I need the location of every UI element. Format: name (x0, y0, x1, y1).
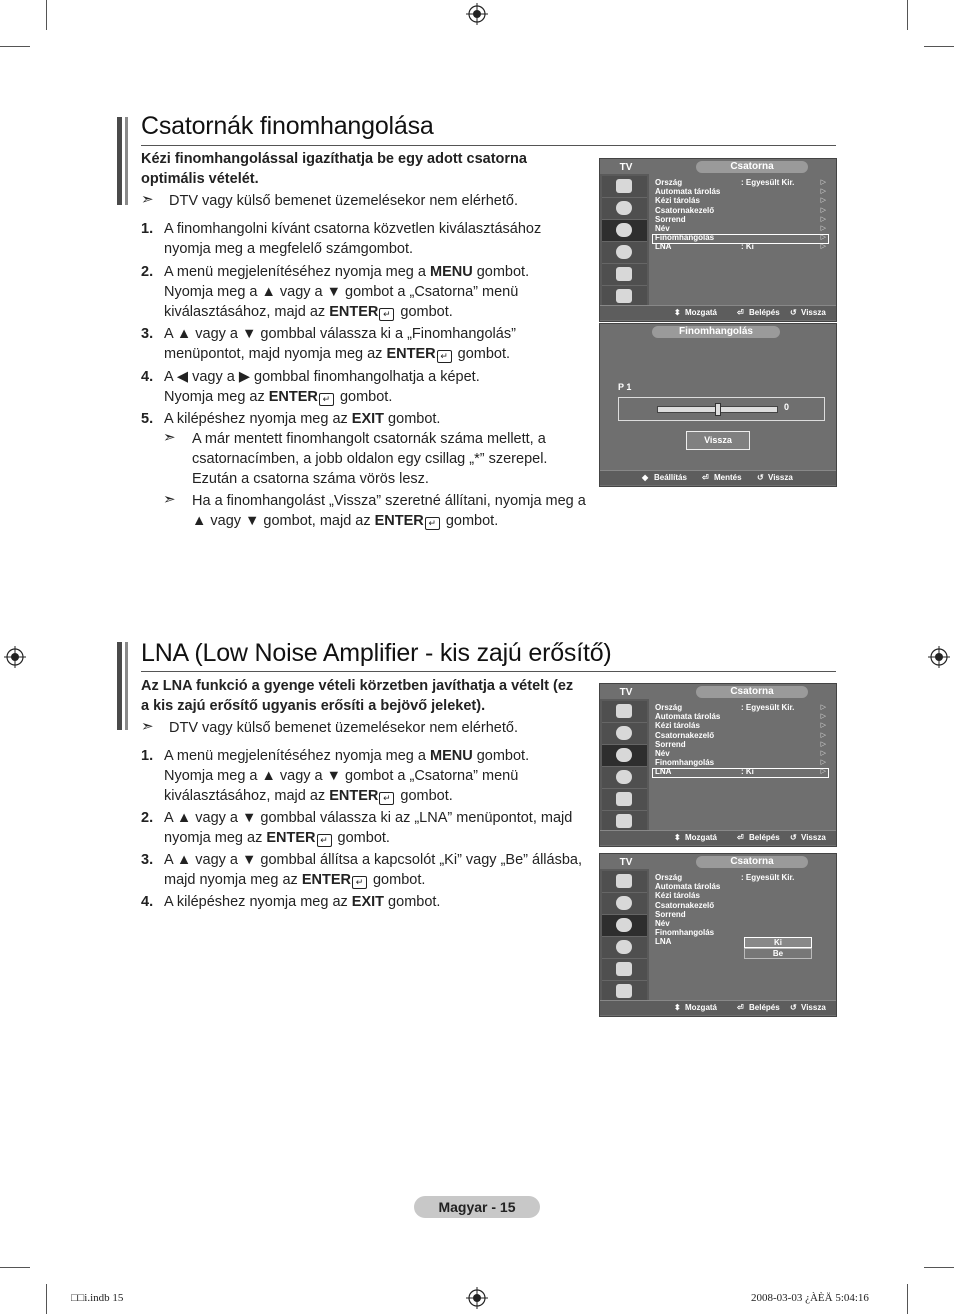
subnote-text: Ezután a csatorna száma vörös lesz. (192, 471, 429, 487)
submenu-arrow-icon: ▷ (820, 704, 826, 711)
section-rule (141, 145, 836, 146)
submenu-arrow-icon: ▷ (820, 722, 826, 730)
submenu-arrow-icon: ▷ (820, 179, 826, 186)
note-arrow-icon: ➣ (141, 718, 154, 735)
step-text: menüpontot, majd nyomja meg az ENTER ↵ gombot. (164, 346, 511, 362)
menu-item[interactable]: Csatornakezelő (655, 205, 715, 215)
menu-item[interactable]: Sorrend (655, 214, 686, 224)
registration-mark-top (466, 3, 488, 25)
input-icon[interactable] (602, 789, 647, 811)
menu-item[interactable]: Sorrend (655, 739, 686, 749)
step-number: 2. (141, 810, 154, 826)
step-text: A menü megjelenítéséhez nyomja meg a MENU gombot. (164, 263, 530, 280)
submenu-arrow-icon: ▷ (820, 234, 826, 242)
key-name: EXIT (351, 411, 385, 427)
enter-key-icon: ↵ (437, 350, 452, 363)
note-arrow-icon: ➣ (163, 491, 176, 508)
step-number: 1. (141, 221, 154, 237)
enter-key-icon: ↵ (379, 792, 394, 805)
footer-enter: Belépés (749, 308, 780, 317)
step-text: A kilépéshez nyomja meg az EXIT gombot. (164, 894, 441, 910)
tv-label: TV (619, 162, 633, 173)
menu-footer (600, 830, 836, 845)
channel-icon[interactable] (602, 745, 647, 767)
input-icon[interactable] (602, 959, 647, 981)
registration-mark-left (4, 646, 26, 668)
footer-back: Vissza (801, 308, 826, 317)
step-number: 5. (141, 411, 154, 427)
menu-sidebar (600, 699, 649, 832)
sound-icon[interactable] (602, 198, 647, 220)
setup-icon[interactable] (602, 767, 647, 789)
step-number: 4. (141, 368, 154, 385)
key-name: MENU (429, 748, 473, 764)
menu-item[interactable]: Ország (655, 178, 683, 187)
footer-enter: Belépés (749, 1003, 780, 1012)
menu-item[interactable]: LNA (655, 242, 672, 252)
menu-item[interactable]: Finomhangolás (655, 233, 715, 243)
print-slug-left: □□i.indb 15 (71, 1292, 124, 1304)
enter-icon: ⏎ (702, 473, 709, 482)
registration-mark-right (928, 646, 950, 668)
menu-item[interactable]: Automata tárolás (655, 882, 721, 892)
sound-icon[interactable] (602, 723, 647, 745)
channel-icon[interactable] (602, 220, 647, 242)
subnote-text: csatornacímben, a jobb oldalon egy csillag „*” szerepel. (192, 451, 548, 467)
section-marker (117, 642, 122, 730)
left-right-icon: ◆ (642, 473, 649, 482)
subnote-text: Ha a finomhangolást „Vissza” szeretné állítani, nyomja meg a (192, 493, 586, 509)
menu-item[interactable]: Kézi tárolás (655, 891, 700, 901)
submenu-arrow-icon: ▷ (820, 731, 826, 739)
note-arrow-icon: ➣ (141, 191, 154, 208)
return-icon: ↺ (790, 1003, 797, 1012)
section-title: LNA (Low Noise Amplifier - kis zajú erősítő) (141, 639, 612, 667)
step-text: A finomhangolni kívánt csatorna közvetlen kiválasztásához (164, 221, 542, 237)
tv-menu-lna-options (599, 853, 837, 1017)
menu-item[interactable]: Sorrend (655, 909, 686, 919)
submenu-arrow-icon: ▷ (820, 740, 826, 748)
key-name: ENTER (301, 872, 351, 888)
key-name: MENU (429, 263, 473, 280)
menu-item-value: : Egyesült Kir. (741, 178, 795, 187)
menu-title: Finomhangolás (652, 326, 780, 338)
note-text: DTV vagy külső bemenet üzemelésekor nem elérhető. (169, 720, 518, 736)
menu-item[interactable]: Kézi tárolás (655, 196, 700, 206)
step-number: 3. (141, 852, 154, 868)
submenu-arrow-icon: ▷ (820, 225, 826, 232)
key-name: EXIT (351, 894, 385, 910)
menu-item-value: : Ki (741, 242, 754, 252)
section-title: Csatornák finomhangolása (141, 112, 434, 140)
subnote-text: ▲ vagy ▼ gombot, majd az ENTER ↵ gombot. (192, 513, 499, 529)
submenu-arrow-icon: ▷ (820, 713, 826, 721)
enter-icon: ⏎ (737, 833, 744, 842)
enter-key-icon: ↵ (352, 876, 367, 889)
menu-item[interactable]: Csatornakezelő (655, 730, 715, 740)
step-text: A menü megjelenítéséhez nyomja meg a MENU gombot. (164, 748, 530, 764)
lead-text: Kézi finomhangolással igazíthatja be egy adott csatorna (141, 151, 527, 167)
submenu-arrow-icon: ▷ (820, 768, 826, 776)
enter-key-icon: ↵ (379, 308, 394, 321)
lna-option-ki[interactable]: Ki (744, 937, 812, 948)
step-text: kiválasztásához, majd az ENTER ↵ gombot. (164, 303, 453, 320)
menu-sidebar (600, 869, 649, 1002)
enter-key-icon: ↵ (317, 834, 332, 847)
move-icon: ⬍ (674, 1003, 681, 1012)
footer-move: Mozgatá (685, 833, 717, 842)
step-text: A ◀ vagy a ▶ gombbal finomhangolhatja a képet. (164, 368, 480, 385)
menu-item[interactable]: LNA (655, 937, 672, 947)
footer-move: Mozgatá (685, 308, 717, 317)
menu-item-value: : Egyesült Kir. (741, 873, 795, 882)
menu-item[interactable]: Finomhangolás (655, 758, 715, 768)
section-marker (125, 117, 128, 205)
menu-item[interactable]: Név (655, 224, 670, 233)
key-name: ENTER (268, 388, 318, 405)
menu-item[interactable]: Név (655, 919, 670, 928)
sound-icon[interactable] (602, 893, 647, 915)
step-number: 4. (141, 894, 154, 910)
menu-item-value: : Ki (741, 767, 754, 777)
note-text: DTV vagy külső bemenet üzemelésekor nem elérhető. (169, 193, 518, 209)
registration-mark-bottom (466, 1287, 488, 1309)
key-name: ENTER (374, 513, 424, 529)
menu-item[interactable]: Ország (655, 873, 683, 882)
enter-icon: ⏎ (737, 1003, 744, 1012)
submenu-arrow-icon: ▷ (820, 206, 826, 214)
reset-button[interactable]: Vissza (686, 431, 750, 450)
menu-sidebar (600, 174, 649, 307)
picture-icon[interactable] (602, 176, 647, 198)
section-marker (117, 117, 122, 205)
lna-option-be[interactable]: Be (744, 948, 812, 959)
step-number: 3. (141, 326, 154, 342)
setup-icon[interactable] (602, 937, 647, 959)
menu-item[interactable]: Név (655, 749, 670, 758)
menu-title: Csatorna (696, 686, 808, 698)
input-icon[interactable] (602, 264, 647, 286)
key-name: ENTER (329, 303, 379, 320)
key-name: ENTER (386, 346, 436, 362)
section-rule (141, 671, 836, 672)
menu-item[interactable]: LNA (655, 767, 672, 777)
menu-title: Csatorna (696, 856, 808, 868)
lead-text: optimális vételét. (141, 171, 259, 187)
submenu-arrow-icon: ▷ (820, 215, 826, 223)
lead-text: Az LNA funkció a gyenge vételi körzetben javíthatja a vételt (ez (141, 678, 574, 694)
step-text: A ▲ vagy a ▼ gombbal állítsa a kapcsolót „Ki” vagy „Be” állásba, (164, 852, 582, 868)
return-icon: ↺ (790, 308, 797, 317)
submenu-arrow-icon: ▷ (820, 197, 826, 205)
submenu-arrow-icon: ▷ (820, 188, 826, 196)
channel-number: P 1 (618, 382, 632, 392)
return-icon: ↺ (790, 833, 797, 842)
enter-key-icon: ↵ (425, 517, 440, 530)
menu-item[interactable]: Automata tárolás (655, 187, 721, 197)
note-arrow-icon: ➣ (163, 429, 176, 446)
step-text: nyomja meg az ENTER ↵ gombot. (164, 830, 390, 846)
step-number: 2. (141, 263, 154, 280)
menu-footer (600, 470, 836, 485)
step-text: nyomja meg a megfelelő számgombot. (164, 241, 414, 257)
lead-text: a kis zajú erősítő ugyanis erősíti a bejövő jeleket). (141, 698, 486, 714)
menu-item[interactable]: Automata tárolás (655, 712, 721, 722)
footer-move: Mozgatá (685, 1003, 717, 1012)
tv-menu-channel-lna (599, 683, 837, 847)
footer-back: Vissza (768, 473, 793, 482)
menu-item[interactable]: Finomhangolás (655, 928, 715, 938)
enter-key-icon: ↵ (319, 393, 334, 406)
key-name: ENTER (329, 788, 379, 804)
subnote-text: A már mentett finomhangolt csatornák száma mellett, a (192, 431, 546, 447)
channel-icon[interactable] (602, 915, 647, 937)
menu-footer (600, 1000, 836, 1015)
footer-back: Vissza (801, 1003, 826, 1012)
setup-icon[interactable] (602, 242, 647, 264)
section-marker (125, 642, 128, 730)
move-icon: ⬍ (674, 308, 681, 317)
move-icon: ⬍ (674, 833, 681, 842)
submenu-arrow-icon: ▷ (820, 759, 826, 767)
finetune-value: 0 (784, 402, 790, 412)
return-icon: ↺ (757, 473, 764, 482)
menu-title: Csatorna (696, 161, 808, 173)
tv-label: TV (619, 857, 633, 868)
finetune-slider-knob[interactable] (715, 403, 721, 416)
step-text: kiválasztásához, majd az ENTER ↵ gombot. (164, 788, 453, 804)
footer-enter: Belépés (749, 833, 780, 842)
step-text: Nyomja meg a ▲ vagy a ▼ gombot a „Csatorna” menü (164, 768, 519, 784)
picture-icon[interactable] (602, 871, 647, 893)
menu-footer (600, 305, 836, 320)
menu-item[interactable]: Csatornakezelő (655, 900, 715, 910)
step-text: majd nyomja meg az ENTER ↵ gombot. (164, 872, 426, 888)
step-text: A ▲ vagy a ▼ gombbal válassza ki az „LNA” menüpontot, majd (164, 810, 573, 826)
menu-item[interactable]: Ország (655, 703, 683, 712)
step-text: Nyomja meg a ▲ vagy a ▼ gombot a „Csatorna” menü (164, 283, 519, 300)
tv-label: TV (619, 687, 633, 698)
enter-icon: ⏎ (737, 308, 744, 317)
tv-menu-channel (599, 158, 837, 322)
print-slug-right: 2008-03-03 ¿ÀÈÄ 5:04:16 (751, 1292, 869, 1304)
tv-menu-finetune (599, 323, 837, 487)
footer-back: Vissza (801, 833, 826, 842)
submenu-arrow-icon: ▷ (820, 243, 826, 251)
menu-item[interactable]: Kézi tárolás (655, 721, 700, 731)
step-number: 1. (141, 748, 154, 764)
step-text: Nyomja meg az ENTER ↵ gombot. (164, 388, 393, 405)
submenu-arrow-icon: ▷ (820, 750, 826, 757)
page-number: Magyar - 15 (414, 1196, 540, 1218)
key-name: ENTER (266, 830, 316, 846)
footer-save: Mentés (714, 473, 742, 482)
footer-adjust: Beállítás (654, 473, 687, 482)
step-text: A ▲ vagy a ▼ gombbal válassza ki a „Finomhangolás” (164, 326, 516, 342)
menu-item-value: : Egyesült Kir. (741, 703, 795, 712)
picture-icon[interactable] (602, 701, 647, 723)
step-text: A kilépéshez nyomja meg az EXIT gombot. (164, 411, 441, 427)
